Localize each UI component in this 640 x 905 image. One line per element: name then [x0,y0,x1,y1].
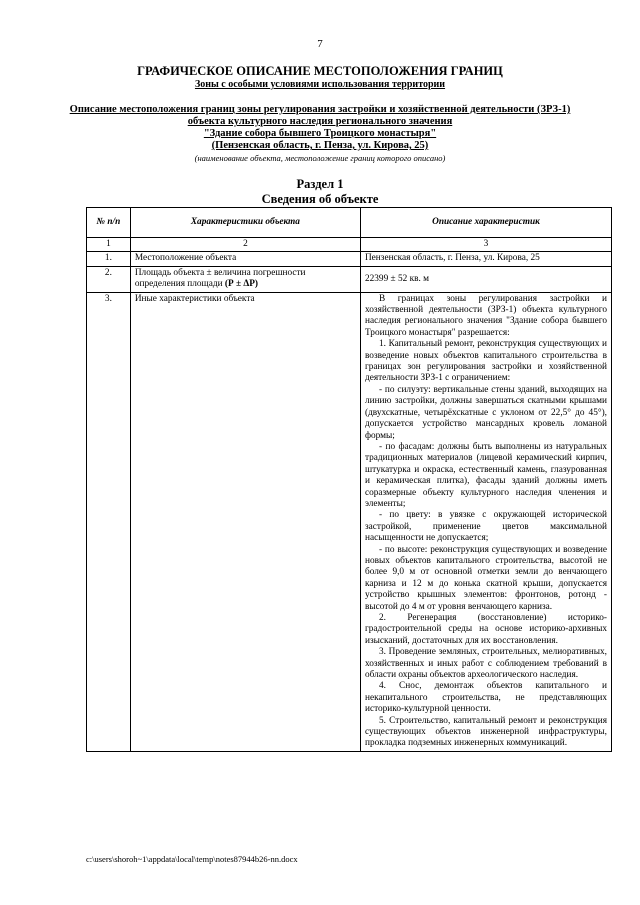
row-num: 3. [87,292,131,751]
section-title: Раздел 1 [296,177,344,191]
object-description [60,104,580,152]
row-value: Пензенская область, г. Пенза, ул. Кирова, 25 [360,252,611,266]
row-characteristic-text: Площадь объекта ± величина погрешности определения площади [134,267,306,290]
row-value: 22399 ± 52 кв. м [360,266,611,292]
index-cell-2: 2 [130,238,360,252]
table-row [87,292,612,751]
index-cell-3: 3 [360,238,611,252]
description-line-1: Описание местоположения границ зоны регулирования застройки и хозяйственной деятельности (ЗРЗ-1) [69,104,571,115]
paragraph: 2. Регенерация (восстановление) историко-градостроительной среды на основе историко-архивных изысканий, достаточных для их восстановления. [364,613,607,646]
object-info-table [86,207,612,752]
paragraph: - по силуэту: вертикальные стены зданий, выходящих на линию застройки, должны завершаться скатными крышами (двухскатные, четырёхскатные с уклоном от 22,5° до 45°), допускается устройство мансардных кровель ломаной формы; [364,384,607,441]
paragraph: 1. Капитальный ремонт, реконструкция существующих и возведение новых объектов капитального строительства в границах зон регулирования застройки и хозяйственной деятельности ЗРЗ-1 с ограничением: [364,339,607,384]
document-title: ГРАФИЧЕСКОЕ ОПИСАНИЕ МЕСТОПОЛОЖЕНИЯ ГРАНИЦ [137,64,503,78]
paragraph: 4. Снос, демонтаж объектов капитального и некапитального строительства, не представляющих историко-культурной ценности. [364,681,607,715]
page-number: 7 [317,38,323,50]
file-path-footer: c:\users\shoroh~1\appdata\local\temp\notes87944b26-nn.docx [86,854,298,864]
paragraph: 5. Строительство, капитальный ремонт и реконструкция существующих объектов инженерной инфраструктуры, прокладка подземных инженерных коммуникаций. [364,715,607,749]
row-characteristic: Местоположение объекта [130,252,360,266]
paragraph: В границах зоны регулирования застройки и хозяйственной деятельности (ЗРЗ-1) объекта культурного наследия регионального значения "Здание собора бывшего Троицкого монастыря" разрешается: [364,293,607,338]
row-characteristic-formula: (Р ± ΔР) [224,279,259,290]
description-line-2: объекта культурного наследия регионального значения [187,116,453,127]
table-header-row [87,208,612,238]
paragraph: - по фасадам: должны быть выполнены из натуральных традиционных материалов (лицевой керамический кирпич, штукатурка и окраска, естественный камень, глазурованная и керамическая плитка), фасады зданий должны иметь соразмерные объекту культурного наследия членения и элементы; [364,441,607,509]
paragraph: 3. Проведение земляных, строительных, мелиоративных, хозяйственных и иных работ с соблюдением требований в области охраны объектов археологического наследия. [364,647,607,681]
row-value-paragraphs [360,292,611,751]
header-description: Описание характеристик [360,208,611,238]
table-index-row [87,238,612,252]
description-note: (наименование объекта, местоположение границ которого описано) [194,153,446,163]
row-num: 1. [87,252,131,266]
header-characteristic: Характеристики объекта [130,208,360,238]
document-subtitle [0,79,640,90]
table-row [87,252,612,266]
header-num: № п/п [87,208,131,238]
subtitle-text: Зоны с особыми условиями использования территории [194,79,446,90]
row-num: 2. [87,266,131,292]
index-cell-1: 1 [87,238,131,252]
section-heading [0,177,640,207]
description-line-3: "Здание собора бывшего Троицкого монастыря" [203,128,437,139]
paragraph: - по цвету: в увязке с окружающей исторической застройкой, применение цветов максимальной насыщенности не допускается; [364,510,607,544]
paragraph: - по высоте: реконструкция существующих и возведение новых объектов капитального строительства, высотой не более 9,0 м от основной отметки земли до венчающего карниза и 12 м до конька скатной крыши, допускается устройство крышных элементов: фронтонов, ротонд - высотой до 4 м от уровня венчающего карниза. [364,544,607,612]
row-characteristic [130,266,360,292]
description-line-4: (Пензенская область, г. Пенза, ул. Кирова, 25) [211,140,429,151]
row-characteristic: Иные характеристики объекта [130,292,360,751]
table-row [87,266,612,292]
section-subtitle: Сведения об объекте [261,192,379,206]
